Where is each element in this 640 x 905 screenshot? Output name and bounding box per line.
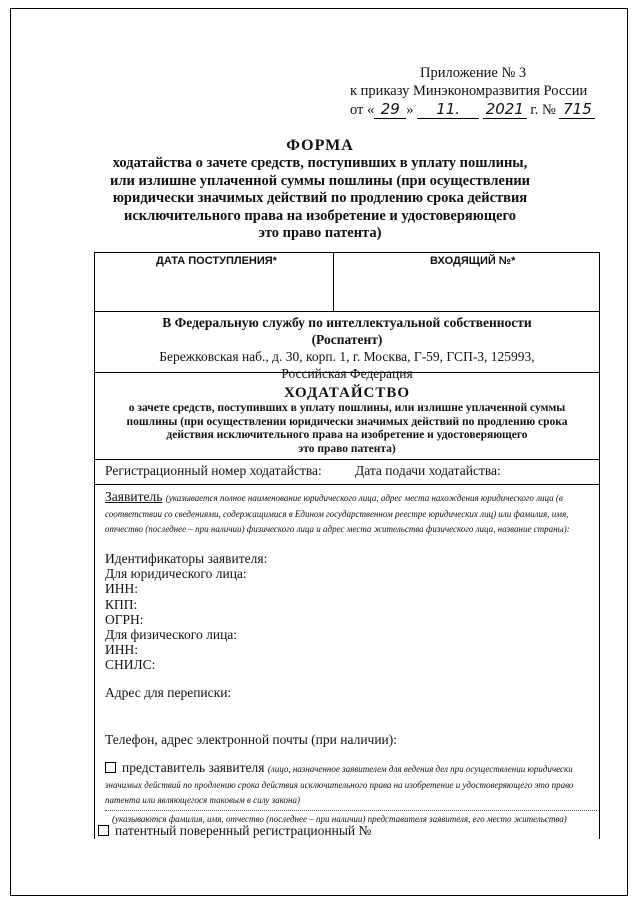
ogrn-label: ОГРН: <box>105 611 144 627</box>
subtitle-line: исключительного права на изобретение и удостоверяющего <box>124 207 516 224</box>
applicant-note: (указывается полное наименование юридического лица, адрес места нахождения юридического лица (в соответствии со сведениями, содержащимися в Едином государственном реестре юридических лиц) или фамилия, имя, отчество (последнее – при наличии) физического лица и адрес места жительства физического лица, название страны): <box>105 493 570 534</box>
appendix-date-line <box>350 100 620 119</box>
phone-email-label: Телефон, адрес электронной почты (при наличии): <box>105 732 398 747</box>
petition-line: о зачете средств, поступивших в уплату пошлины, или излишне уплаченной суммы <box>128 402 566 414</box>
incoming-number-label: ВХОДЯЩИЙ №* <box>430 255 516 267</box>
petition-line: действия исключительного права на изобретение и удостоверяющего <box>166 429 528 441</box>
table-row-border <box>94 459 600 460</box>
kpp-label: КПП: <box>105 596 138 612</box>
attorney-row <box>98 823 371 839</box>
date-number-prefix: г. № <box>530 102 556 118</box>
address-label: Адрес для переписки: <box>105 685 232 700</box>
subtitle-line: это право патента) <box>258 225 382 241</box>
applicant-identifiers <box>105 551 267 673</box>
inn-legal-label: ИНН: <box>105 581 138 597</box>
representative-checkbox[interactable] <box>105 762 116 773</box>
petition-block <box>96 385 598 456</box>
filing-date-label: Дата подачи ходатайства: <box>355 463 501 478</box>
identifiers-label: Идентификаторы заявителя: <box>105 551 268 566</box>
inn-individual-label: ИНН: <box>105 642 138 658</box>
table-divider <box>333 252 334 311</box>
representative-name-line[interactable] <box>105 810 597 811</box>
table-row-border <box>94 484 600 485</box>
representative-note: (лицо, назначенное заявителем для ведения дел при осуществлении юридически значимых действий по продлению срока действия исключительного права на изобретение и удостоверяющего это право патента или являющегося таковым в силу закона) <box>105 764 574 805</box>
table-top-border <box>94 252 600 253</box>
representative-label: представитель заявителя <box>122 760 265 775</box>
date-prefix: от « <box>350 102 375 118</box>
representative-section <box>105 760 597 807</box>
legal-entity-label: Для юридического лица: <box>105 566 247 582</box>
representative-caption: (указываются фамилия, имя, отчество (последнее – при наличии) представителя заявителя, его место жительства) <box>112 814 567 824</box>
applicant-section <box>105 489 595 536</box>
form-subtitle <box>95 155 545 243</box>
addressee-line: В Федеральную службу по интеллектуальной собственности <box>162 315 532 330</box>
attorney-checkbox[interactable] <box>98 825 109 836</box>
table-row-border <box>94 311 600 312</box>
individual-label: Для физического лица: <box>105 627 238 643</box>
applicant-label: Заявитель <box>105 489 163 504</box>
form-title: ФОРМА <box>286 137 354 154</box>
addressee-line: (Роспатент) <box>311 332 383 347</box>
subtitle-line: или излишне уплаченной суммы пошлины (при осуществлении <box>109 172 531 189</box>
reg-number-label: Регистрационный номер ходатайства: <box>105 463 322 478</box>
petition-title: ХОДАТАЙСТВО <box>283 385 411 401</box>
date-year: 2021 <box>483 100 527 119</box>
date-day: 29 <box>374 100 406 119</box>
addressee-country: Российская Федерация <box>281 366 413 381</box>
petition-line: это право патента) <box>298 442 396 455</box>
addressee-address: Бережковская наб., д. 30, корп. 1, г. Москва, Г-59, ГСП-3, 125993, <box>159 349 535 364</box>
attorney-label: патентный поверенный регистрационный № <box>115 823 372 838</box>
date-received-label: ДАТА ПОСТУПЛЕНИЯ* <box>156 255 277 267</box>
petition-line: пошлины (при осуществлении юридически значимых действий по продлению срока <box>126 415 568 428</box>
date-month: 11. <box>417 100 479 119</box>
subtitle-line: ходатайства о зачете средств, поступивших в уплату пошлины, <box>112 155 528 171</box>
date-day-suffix: » <box>406 102 414 118</box>
appendix-number: Приложение № 3 <box>420 65 527 81</box>
addressee-block <box>96 314 598 382</box>
appendix-order: к приказу Минэкономразвития России <box>350 83 588 99</box>
appendix-header <box>350 64 620 119</box>
order-number: 715 <box>559 100 595 119</box>
subtitle-line: юридически значимых действий по продлению срока действия <box>112 190 528 206</box>
snils-label: СНИЛС: <box>105 657 156 673</box>
